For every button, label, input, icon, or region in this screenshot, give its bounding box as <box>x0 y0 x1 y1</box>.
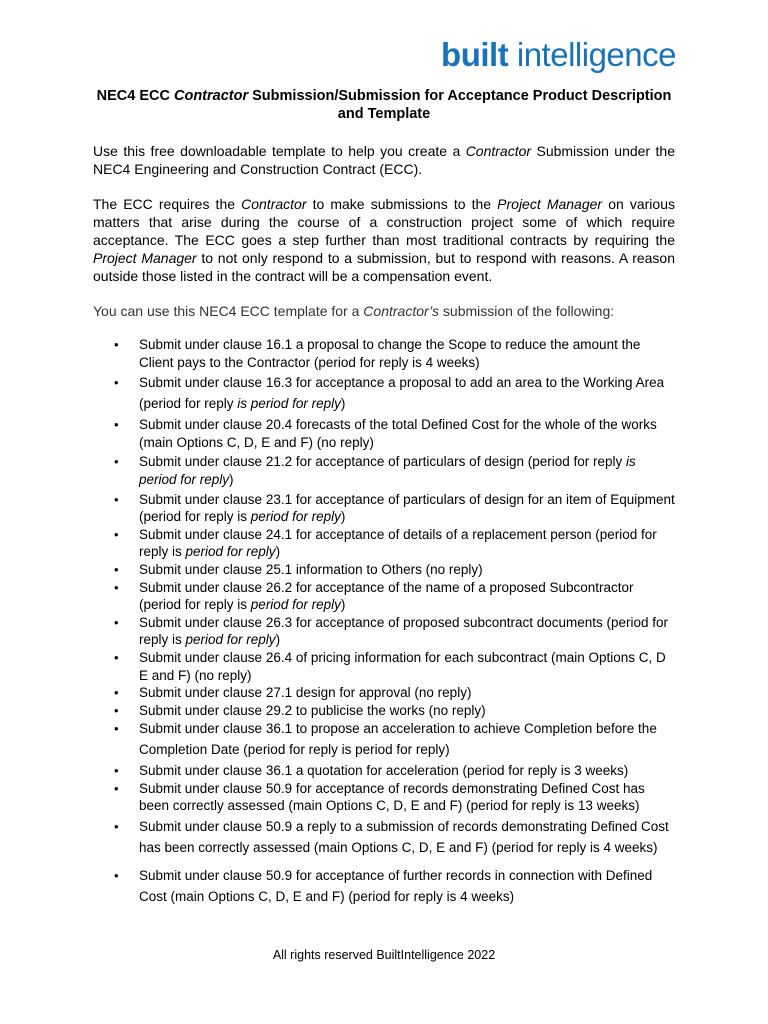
usage-text-2: submission of the following: <box>439 303 615 319</box>
list-item <box>93 491 675 526</box>
req-text-2: to make submissions to the <box>306 196 498 212</box>
intro-text-1: Use this free downloadable template to help you create a <box>93 143 466 159</box>
logo-word-built: built <box>441 36 509 73</box>
list-item-text: Submit under clause 25.1 information to Others (no reply) <box>139 561 483 577</box>
list-item-text: Submit under clause 20.4 forecasts of the total Defined Cost for the whole of the works (main Options C, D, E and F) (no reply) <box>139 417 657 450</box>
list-item <box>93 817 675 858</box>
bullet-icon: • <box>114 561 119 577</box>
list-item-text: Submit under clause 50.9 a reply to a submission of records demonstrating Defined Cost has been correctly assessed (main Options C, D, E and F) (period for reply is 4 weeks) <box>139 819 669 855</box>
title-italic: Contractor <box>173 88 249 104</box>
list-item-text: Submit under clause 50.9 for acceptance of records demonstrating Defined Cost has been correctly assessed (main Options C, D, E and F) (period for reply is 13 weeks) <box>139 780 645 814</box>
list-item-text: Submit under clause 26.4 of pricing information for each subcontract (main Options C, D E and F) (no reply) <box>139 649 666 683</box>
bullet-icon: • <box>114 491 119 507</box>
bullet-icon: • <box>114 614 119 630</box>
list-item-text: Submit under clause 23.1 for acceptance of particulars of design for an item of Equipment (period for reply is <box>139 491 675 525</box>
usage-italic: Contractor’s <box>363 303 440 319</box>
list-item-text: Submit under clause 36.1 a quotation for acceleration (period for reply is 3 weeks) <box>139 763 629 779</box>
req-text-1: The ECC requires the <box>93 196 242 212</box>
list-item-tail: ) <box>275 544 281 560</box>
logo-word-intelligence: intelligence <box>516 36 676 73</box>
req-italic-3: Project Manager <box>93 250 197 266</box>
bullet-icon: • <box>114 579 119 595</box>
intro-italic: Contractor <box>465 143 532 159</box>
req-italic-2: Project Manager <box>497 196 603 212</box>
bullet-icon: • <box>114 702 119 718</box>
list-item-tail: ) <box>340 509 346 525</box>
title-text-1: NEC4 ECC <box>96 88 174 104</box>
list-item <box>93 579 675 614</box>
list-item <box>93 561 675 579</box>
list-item-tail: ) <box>275 632 281 648</box>
list-item <box>93 649 675 684</box>
list-item <box>93 780 675 815</box>
list-item-italic: period for reply <box>250 509 341 525</box>
bullet-icon: • <box>114 454 119 470</box>
list-item-text: Submit under clause 36.1 to propose an acceleration to achieve Completion before the Completion Date (period for reply is period for reply) <box>139 721 657 757</box>
list-item <box>93 702 675 720</box>
bullet-icon: • <box>114 819 119 835</box>
req-text-4: to not only respond to a submission, but to respond with reasons. A reason outside those listed in the contract will be a compensation event. <box>93 250 675 284</box>
list-item <box>93 684 675 702</box>
list-item <box>93 762 675 780</box>
footer-copyright: All rights reserved BuiltIntelligence 2022 <box>272 948 496 962</box>
list-item-text: Submit under clause 29.2 to publicise the works (no reply) <box>139 702 486 718</box>
list-item <box>93 866 675 907</box>
bullet-icon: • <box>114 649 119 665</box>
bullet-icon: • <box>114 763 119 779</box>
list-item <box>93 373 675 414</box>
list-item-italic: period for reply <box>185 544 276 560</box>
bullet-icon: • <box>114 337 119 352</box>
list-item <box>93 416 675 451</box>
list-item <box>93 614 675 649</box>
list-item-italic: is period for reply <box>139 454 636 487</box>
requirements-paragraph <box>93 195 675 285</box>
bullet-icon: • <box>114 721 119 737</box>
req-italic-1: Contractor <box>241 196 307 212</box>
submission-list <box>93 336 675 907</box>
list-item-italic: is period for reply <box>237 395 341 411</box>
title-text-2: Submission/Submission for Acceptance Product Description and Template <box>248 88 672 122</box>
req-text-3: on various matters that arise during the course of a construction project some of which require acceptance. The ECC goes a step further than most traditional contracts by requiring the <box>93 196 675 248</box>
intro-text-2: Submission under the NEC4 Engineering and Construction Contract (ECC). <box>93 143 675 177</box>
list-item-text: Submit under clause 50.9 for acceptance of further records in connection with Defined Cost (main Options C, D, E and F) (period for reply is 4 weeks) <box>139 868 653 904</box>
bullet-icon: • <box>114 685 119 701</box>
list-item-text: Submit under clause 26.2 for acceptance of the name of a proposed Subcontractor (period for reply is <box>139 579 634 613</box>
list-item-italic: period for reply <box>250 597 341 613</box>
bullet-icon: • <box>114 417 119 433</box>
list-item-tail: ) <box>340 395 346 411</box>
list-item-text: Submit under clause 16.3 for acceptance a proposal to add an area to the Working Area (period for reply <box>139 375 665 411</box>
bullet-icon: • <box>114 526 119 542</box>
list-item-text: Submit under clause 21.2 for acceptance of particulars of design (period for reply <box>139 454 627 470</box>
bullet-icon: • <box>114 868 119 884</box>
list-item-text: Submit under clause 26.3 for acceptance of proposed subcontract documents (period for reply is <box>139 614 669 648</box>
list-item-italic: period for reply <box>185 632 276 648</box>
list-item-text: Submit under clause 24.1 for acceptance of details of a replacement person (period for reply is <box>139 526 657 560</box>
document-title <box>93 87 675 123</box>
list-item-tail: ) <box>340 597 346 613</box>
usage-text-1: You can use this NEC4 ECC template for a <box>93 303 364 319</box>
list-item <box>93 526 675 561</box>
list-item-text: Submit under clause 16.1 a proposal to change the Scope to reduce the amount the Client pays to the Contractor (period for reply is 4 weeks) <box>139 337 641 370</box>
list-item <box>93 719 675 760</box>
list-item <box>93 336 675 371</box>
list-item <box>93 453 675 488</box>
bullet-icon: • <box>114 375 119 391</box>
list-item-text: Submit under clause 27.1 design for approval (no reply) <box>139 685 472 701</box>
list-item-tail: ) <box>229 471 234 487</box>
usage-paragraph <box>93 302 675 320</box>
built-intelligence-logo <box>441 38 676 71</box>
bullet-icon: • <box>114 780 119 796</box>
intro-paragraph <box>93 142 675 178</box>
